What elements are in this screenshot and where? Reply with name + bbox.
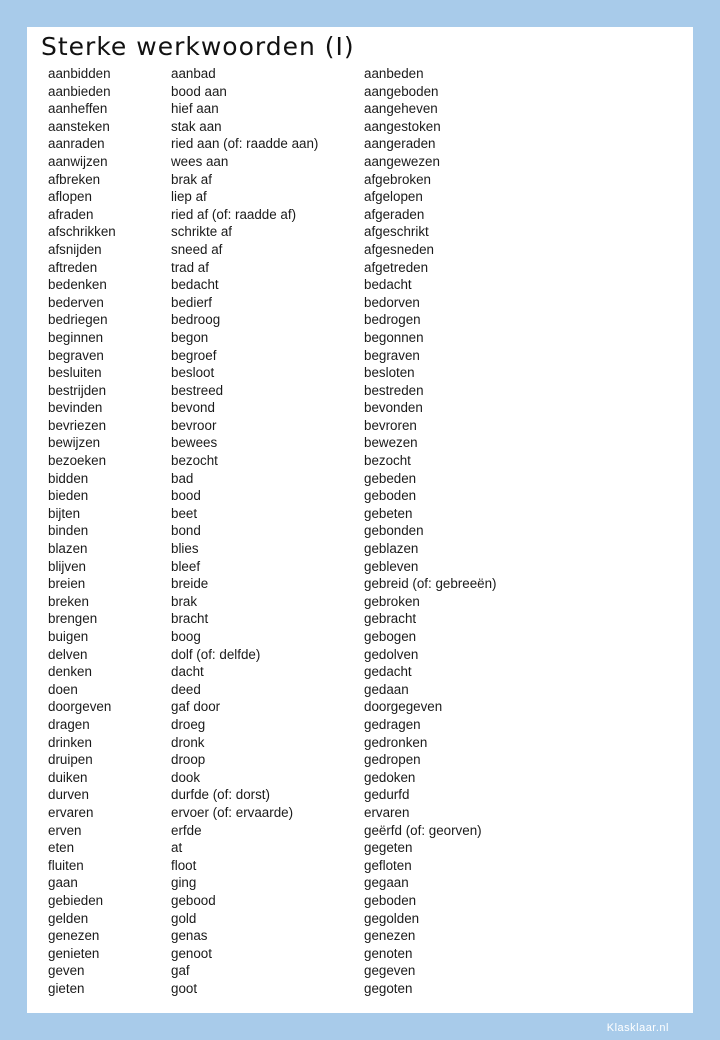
infinitive-cell: gebieden [48, 892, 104, 908]
table-row [48, 945, 564, 963]
infinitive-cell: erven [48, 822, 82, 838]
infinitive-cell: denken [48, 664, 92, 680]
past-tense-cell: beet [171, 505, 198, 521]
infinitive-cell: afsnijden [48, 241, 102, 257]
past-tense-cell: dolf (of: delfde) [171, 646, 261, 662]
infinitive-cell: gelden [48, 910, 89, 926]
table-row [48, 857, 564, 875]
past-tense-cell: dook [171, 769, 201, 785]
past-participle-cell: besloten [364, 365, 415, 381]
table-row [48, 223, 564, 241]
past-tense-cell: droop [171, 752, 206, 768]
table-row [48, 786, 564, 804]
table-row [48, 347, 564, 365]
table-row [48, 927, 564, 945]
infinitive-cell: bieden [48, 488, 89, 504]
past-participle-cell: gedolven [364, 646, 419, 662]
past-tense-cell: ried aan (of: raadde aan) [171, 136, 319, 152]
past-participle-cell: gedurfd [364, 787, 410, 803]
past-tense-cell: droeg [171, 716, 206, 732]
infinitive-cell: breien [48, 576, 86, 592]
infinitive-cell: bezoeken [48, 453, 107, 469]
infinitive-cell: genieten [48, 945, 100, 961]
infinitive-cell: aansteken [48, 118, 110, 134]
past-tense-cell: stak aan [171, 118, 222, 134]
past-participle-cell: gebeden [364, 470, 417, 486]
table-row [48, 575, 564, 593]
past-participle-cell: aangeheven [364, 101, 438, 117]
infinitive-cell: bedenken [48, 277, 107, 293]
table-row [48, 100, 564, 118]
past-tense-cell: gold [171, 910, 197, 926]
past-participle-cell: geboden [364, 488, 417, 504]
past-participle-cell: gegaan [364, 875, 409, 891]
past-tense-cell: aanbad [171, 66, 216, 81]
infinitive-cell: binden [48, 523, 89, 539]
past-tense-cell: ervoer (of: ervaarde) [171, 804, 294, 820]
past-participle-cell: afgebroken [364, 171, 432, 187]
table-row [48, 364, 564, 382]
table-row [48, 980, 564, 998]
past-participle-cell: bedacht [364, 277, 412, 293]
infinitive-cell: eten [48, 840, 75, 856]
past-tense-cell: sneed af [171, 241, 223, 257]
past-tense-cell: bewees [171, 435, 218, 451]
table-row [48, 804, 564, 822]
infinitive-cell: besluiten [48, 365, 102, 381]
infinitive-cell: doen [48, 681, 78, 697]
past-participle-cell: begonnen [364, 329, 424, 345]
infinitive-cell: buigen [48, 629, 89, 644]
past-participle-cell: gedacht [364, 664, 412, 680]
past-participle-cell: bezocht [364, 453, 411, 469]
infinitive-cell: brengen [48, 611, 98, 627]
table-row [48, 698, 564, 716]
past-tense-cell: boog [171, 629, 201, 644]
past-participle-cell: ervaren [364, 804, 410, 820]
infinitive-cell: genezen [48, 928, 100, 944]
past-participle-cell: geblazen [364, 541, 419, 557]
table-row [48, 751, 564, 769]
infinitive-cell: bedriegen [48, 312, 108, 328]
infinitive-cell: duiken [48, 769, 88, 785]
worksheet-page [27, 27, 693, 1013]
past-tense-cell: bezocht [171, 453, 218, 469]
infinitive-cell: aanheffen [48, 101, 108, 117]
past-participle-cell: gedaan [364, 681, 409, 697]
past-tense-cell: brak af [171, 171, 212, 187]
infinitive-cell: afschrikken [48, 224, 116, 240]
past-tense-cell: deed [171, 681, 201, 697]
past-tense-cell: bedacht [171, 277, 219, 293]
infinitive-cell: bijten [48, 505, 81, 521]
past-tense-cell: besloot [171, 365, 215, 381]
past-participle-cell: aanbeden [364, 66, 424, 81]
infinitive-cell: aanbidden [48, 66, 111, 81]
table-row [48, 646, 564, 664]
past-participle-cell: gedoken [364, 769, 416, 785]
infinitive-cell: delven [48, 646, 88, 662]
past-tense-cell: genas [171, 928, 208, 944]
table-row [48, 769, 564, 787]
past-participle-cell: afgeschrikt [364, 224, 429, 240]
past-participle-cell: afgeraden [364, 206, 425, 222]
table-row [48, 962, 564, 980]
past-participle-cell: genezen [364, 928, 416, 944]
table-row [48, 716, 564, 734]
table-row [48, 83, 564, 101]
past-tense-cell: gaf door [171, 699, 221, 715]
infinitive-cell: bevriezen [48, 417, 107, 433]
table-row [48, 822, 564, 840]
infinitive-cell: blazen [48, 541, 88, 557]
infinitive-cell: bevinden [48, 400, 103, 416]
infinitive-cell: blijven [48, 558, 86, 574]
past-participle-cell: gebreid (of: gebreeën) [364, 576, 497, 592]
past-tense-cell: hief aan [171, 101, 219, 117]
table-row [48, 505, 564, 523]
table-row [48, 610, 564, 628]
infinitive-cell: aanwijzen [48, 153, 108, 169]
verb-table [48, 65, 564, 997]
past-tense-cell: dacht [171, 664, 204, 680]
table-row [48, 399, 564, 417]
past-participle-cell: gebonden [364, 523, 424, 539]
past-participle-cell: gegeten [364, 840, 413, 856]
table-row [48, 259, 564, 277]
past-participle-cell: bedrogen [364, 312, 421, 328]
table-row [48, 892, 564, 910]
table-row [48, 663, 564, 681]
footer-brand: Klasklaar.nl [606, 1022, 669, 1034]
past-participle-cell: gebeten [364, 505, 413, 521]
past-tense-cell: bedierf [171, 294, 212, 310]
table-row [48, 470, 564, 488]
table-row [48, 452, 564, 470]
past-participle-cell: bewezen [364, 435, 418, 451]
past-tense-cell: floot [171, 857, 197, 873]
table-row [48, 417, 564, 435]
table-row [48, 241, 564, 259]
past-tense-cell: gebood [171, 892, 216, 908]
infinitive-cell: bidden [48, 470, 89, 486]
table-row [48, 839, 564, 857]
past-participle-cell: aangewezen [364, 153, 440, 169]
past-participle-cell: gedronken [364, 734, 428, 750]
past-tense-cell: genoot [171, 945, 212, 961]
past-tense-cell: brak [171, 593, 198, 609]
table-row [48, 681, 564, 699]
verb-table-body [48, 65, 564, 997]
table-row [48, 206, 564, 224]
past-participle-cell: bevonden [364, 400, 423, 416]
infinitive-cell: bewijzen [48, 435, 101, 451]
past-participle-cell: aangeraden [364, 136, 436, 152]
past-participle-cell: gegolden [364, 910, 420, 926]
past-tense-cell: erfde [171, 822, 202, 838]
infinitive-cell: geven [48, 963, 85, 979]
table-row [48, 910, 564, 928]
past-tense-cell: bevond [171, 400, 215, 416]
past-tense-cell: bleef [171, 558, 201, 574]
infinitive-cell: fluiten [48, 857, 84, 873]
past-participle-cell: gebleven [364, 558, 419, 574]
infinitive-cell: aflopen [48, 189, 92, 205]
past-participle-cell: geboden [364, 892, 417, 908]
past-tense-cell: bad [171, 470, 194, 486]
infinitive-cell: durven [48, 787, 89, 803]
past-tense-cell: liep af [171, 189, 207, 205]
table-row [48, 118, 564, 136]
past-tense-cell: bood aan [171, 83, 227, 99]
table-row [48, 188, 564, 206]
infinitive-cell: doorgeven [48, 699, 112, 715]
infinitive-cell: afraden [48, 206, 94, 222]
table-row [48, 558, 564, 576]
table-row [48, 171, 564, 189]
table-row [48, 434, 564, 452]
past-tense-cell: ging [171, 875, 197, 891]
past-participle-cell: bevroren [364, 417, 417, 433]
past-tense-cell: bond [171, 523, 201, 539]
past-participle-cell: doorgegeven [364, 699, 443, 715]
past-participle-cell: gefloten [364, 857, 412, 873]
past-tense-cell: begroef [171, 347, 217, 363]
table-row [48, 153, 564, 171]
infinitive-cell: bestrijden [48, 382, 107, 398]
past-tense-cell: goot [171, 980, 198, 996]
past-participle-cell: afgelopen [364, 189, 423, 205]
table-row [48, 593, 564, 611]
table-row [48, 276, 564, 294]
table-row [48, 874, 564, 892]
infinitive-cell: aanbieden [48, 83, 111, 99]
past-participle-cell: gedropen [364, 752, 421, 768]
infinitive-cell: ervaren [48, 804, 94, 820]
past-tense-cell: durfde (of: dorst) [171, 787, 270, 803]
table-row [48, 540, 564, 558]
table-row [48, 734, 564, 752]
past-participle-cell: afgetreden [364, 259, 429, 275]
past-participle-cell: geërfd (of: georven) [364, 822, 482, 838]
infinitive-cell: bederven [48, 294, 104, 310]
past-tense-cell: bestreed [171, 382, 224, 398]
table-row [48, 329, 564, 347]
infinitive-cell: beginnen [48, 329, 104, 345]
past-participle-cell: gebracht [364, 611, 417, 627]
past-tense-cell: dronk [171, 734, 205, 750]
table-row [48, 294, 564, 312]
table-row [48, 522, 564, 540]
infinitive-cell: aftreden [48, 259, 98, 275]
past-tense-cell: ried af (of: raadde af) [171, 206, 297, 222]
table-row [48, 382, 564, 400]
infinitive-cell: breken [48, 593, 89, 609]
past-tense-cell: wees aan [171, 153, 229, 169]
table-row [48, 65, 564, 83]
past-participle-cell: begraven [364, 347, 420, 363]
infinitive-cell: gaan [48, 875, 78, 891]
infinitive-cell: begraven [48, 347, 104, 363]
past-participle-cell: gebogen [364, 629, 417, 644]
past-participle-cell: bedorven [364, 294, 420, 310]
past-participle-cell: afgesneden [364, 241, 434, 257]
past-participle-cell: gebroken [364, 593, 420, 609]
page-title: Sterke werkwoorden (I) [41, 32, 355, 61]
past-tense-cell: breide [171, 576, 209, 592]
past-tense-cell: begon [171, 329, 209, 345]
infinitive-cell: aanraden [48, 136, 105, 152]
past-participle-cell: gegeven [364, 963, 416, 979]
infinitive-cell: afbreken [48, 171, 101, 187]
past-participle-cell: gegoten [364, 980, 413, 996]
past-tense-cell: bracht [171, 611, 209, 627]
past-participle-cell: bestreden [364, 382, 424, 398]
table-row [48, 628, 564, 646]
infinitive-cell: druipen [48, 752, 93, 768]
past-participle-cell: aangeboden [364, 83, 439, 99]
past-tense-cell: gaf [171, 963, 190, 979]
past-tense-cell: at [171, 840, 183, 856]
infinitive-cell: dragen [48, 716, 90, 732]
past-participle-cell: gedragen [364, 716, 421, 732]
past-tense-cell: bevroor [171, 417, 217, 433]
infinitive-cell: gieten [48, 980, 85, 996]
past-tense-cell: schrikte af [171, 224, 233, 240]
table-row [48, 135, 564, 153]
infinitive-cell: drinken [48, 734, 92, 750]
past-tense-cell: bood [171, 488, 201, 504]
table-row [48, 311, 564, 329]
past-tense-cell: bedroog [171, 312, 221, 328]
past-participle-cell: genoten [364, 945, 413, 961]
past-tense-cell: trad af [171, 259, 209, 275]
past-tense-cell: blies [171, 541, 199, 557]
past-participle-cell: aangestoken [364, 118, 441, 134]
table-row [48, 487, 564, 505]
